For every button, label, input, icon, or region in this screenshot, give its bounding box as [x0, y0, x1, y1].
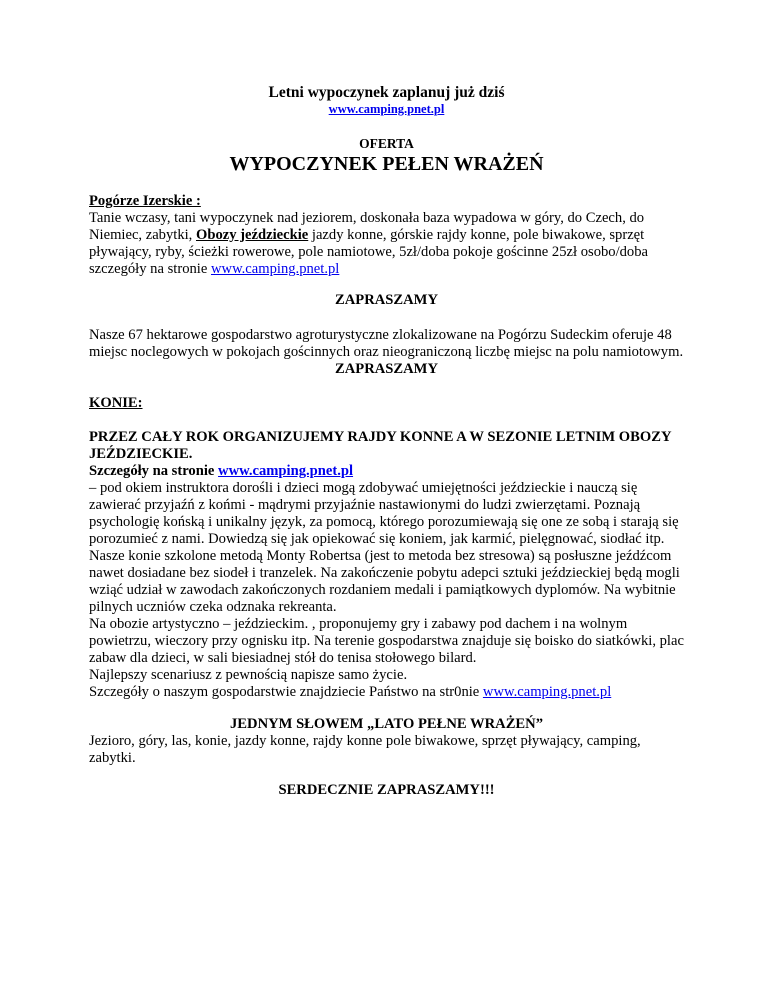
pogorze-website-link[interactable]: www.camping.pnet.pl — [210, 261, 340, 277]
konie-caps-paragraph: PRZEZ CAŁY ROK ORGANIZUJEMY RAJDY KONNE A W SEZONIE LETNIM OBOZY JEŹDZIECKIE. — [89, 429, 671, 462]
konie-website-link[interactable]: www.camping.pnet.pl — [218, 463, 354, 479]
header-website-link[interactable]: www.camping.pnet.pl — [328, 102, 445, 116]
headline: WYPOCZYNEK PEŁEN WRAŻEŃ — [229, 153, 544, 175]
summary-paragraph: Jezioro, góry, las, konie, jazdy konne, rajdy konne pole biwakowe, sprzęt pływający, camping, zabytki. — [89, 733, 641, 766]
obozy-highlight: Obozy jeździeckie — [195, 227, 309, 243]
konie-paragraph-3: Na obozie artystyczno – jeździeckim. , proponujemy gry i zabawy pod dachem i na wolnym powietrzu, wieczory przy ognisku itp. Na terenie gospodarstwa znajduje się boisko do siatkówki, plac zabaw dla dzieci, w sali biesiadnej stół do tenisa stołowego bilard. — [89, 616, 684, 666]
closing-heading: SERDECZNIE ZAPRASZAMY!!! — [278, 782, 495, 798]
konie-paragraph-1: – pod okiem instruktora dorośli i dzieci mogą zdobywać umiejętności jeździeckie i nauczą się zawierać przyjaźń z końmi - mądrymi przyjaźnie nastawionymi do ludzi zwierzętami. Poznają psychologię końską i unikalny język, za pomocą, którego porozumiewają się one ze sobą i starają się porozumieć z nami. Dowiedzą się jak opiekować się koniem, jak karmić, pielęgnować, siodłać itp. — [89, 480, 679, 547]
document-page — [89, 84, 684, 799]
offer-label: OFERTA — [359, 136, 414, 151]
pogorze-heading: Pogórze Izerskie : — [89, 193, 201, 209]
konie-paragraph-2: Nasze konie szkolone metodą Monty Robertsa (jest to metoda bez stresowa) są posłuszne jeźdźcom nawet dosiadane bez siodeł i tranzelek. Na zakończenie pobytu adepci sztuki jeździeckiej będą mogli wziąć udział w zawodach zakończonych rozdaniem medali i pamiątkowych dyplomów. Na wybitnie pilnych uczniów czeka odznaka rekreanta. — [89, 548, 680, 615]
summary-heading: JEDNYM SŁOWEM „LATO PEŁNE WRAŻEŃ” — [230, 716, 543, 732]
konie-details-line: Szczegóły na stronie www.camping.pnet.pl — [89, 463, 354, 479]
invite-heading-1: ZAPRASZAMY — [335, 292, 438, 308]
document-title: Letni wypoczynek zaplanuj już dziś — [268, 84, 505, 101]
pogorze-paragraph: Tanie wczasy, tani wypoczynek nad jeziorem, doskonała baza wypadowa w góry, do Czech, do Niemiec, zabytki, Obozy jeździeckie jazdy konne, górskie rajdy konne, pole biwakowe, sprzęt pływający, ryby, ścieżki rowerowe, pole namiotowe, 5zł/doba pokoje gościnne 25zł osobo/doba szczegóły na stronie www.camping.pnet.pl — [89, 210, 649, 277]
konie-paragraph-4: Najlepszy scenariusz z pewnością napisze samo życie. — [89, 667, 408, 683]
invite-heading-2: ZAPRASZAMY — [335, 361, 438, 377]
konie-paragraph-5: Szczegóły o naszym gospodarstwie znajdziecie Państwo na str0nie www.camping.pnet.pl — [89, 684, 612, 700]
gospodarstwo-website-link[interactable]: www.camping.pnet.pl — [482, 684, 612, 700]
farm-paragraph: Nasze 67 hektarowe gospodarstwo agroturystyczne zlokalizowane na Pogórzu Sudeckim oferuje 48 miejsc noclegowych w pokojach gościnnych oraz nieograniczoną liczbę miejsc na polu namiotowym. — [89, 327, 684, 360]
konie-heading: KONIE: — [89, 395, 143, 411]
